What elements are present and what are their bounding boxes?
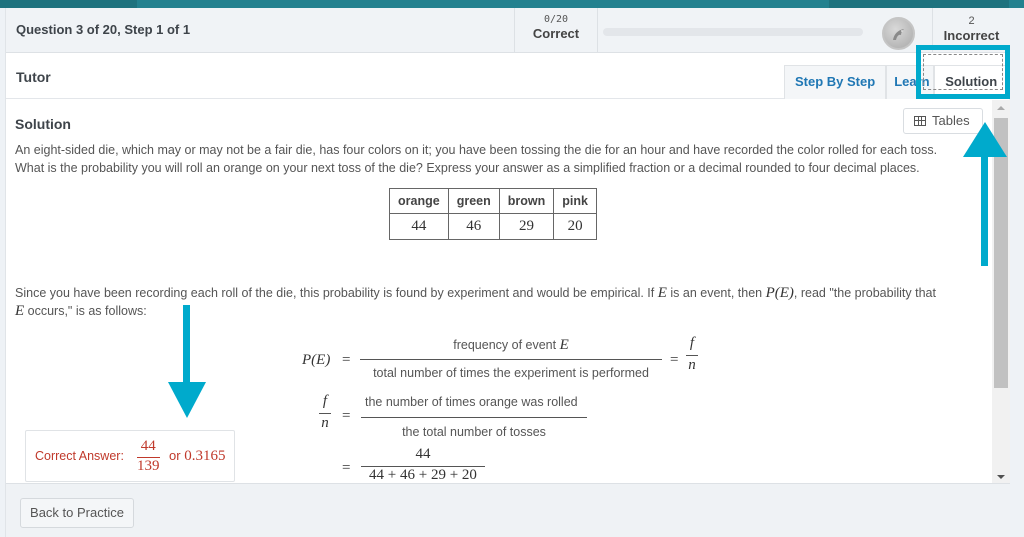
- solution-panel: Solution Tables An eight-sided die, which may or may not be a fair die, has four colors on it; you have been tossing the die for an hour and have recorded the color rolled for each toss. What is the probability you will roll an orange on your next toss of the die? Express your answer as a simplified fraction or a decimal rounded to four decimal places. orange green brown pink 44 46 29 20 Since you have been recording each roll of the die, this probability is found by experiment and would be empirical. If E is an event, then P(E), read "the probability that E occurs," is as follows: P(E) = frequency of event E total number of times the experiment is performed = f n f n = the number of times orange was rolled the total number of tosses = 44 44 + 46 + 29 + 20 Correct Answer: 44 139 or 0.3165: [6, 100, 992, 483]
- top-accent-bar: [0, 0, 1024, 8]
- progress-bar: [603, 28, 863, 36]
- table-cell-orange: 44: [390, 214, 449, 240]
- solution-tab-highlight: [916, 45, 1010, 99]
- table-cell-green: 46: [448, 214, 499, 240]
- practice-frame: [5, 8, 1009, 537]
- solution-title: Solution: [15, 116, 71, 132]
- correct-answer-decimal: or 0.3165: [169, 448, 226, 464]
- back-to-practice-button[interactable]: Back to Practice: [20, 498, 134, 528]
- tutor-title: Tutor: [16, 69, 51, 85]
- incorrect-count: 2: [968, 15, 975, 27]
- up-arrow-annotation-icon: [960, 120, 1010, 270]
- incorrect-label: Incorrect: [943, 28, 1000, 43]
- correct-counter: [514, 8, 598, 53]
- table-header-green: green: [448, 189, 499, 214]
- correct-answer-fraction: 44 139: [137, 438, 160, 474]
- problem-line-2: What is the probability you will roll an orange on your next toss of the die? Express your answer as a simplified fraction or a decimal rounded to four decimal places.: [15, 161, 920, 175]
- scroll-up-arrow-icon[interactable]: [997, 106, 1005, 110]
- table-cell-brown: 29: [499, 214, 554, 240]
- correct-count: 0/20: [543, 14, 569, 25]
- correct-answer-box: [25, 430, 235, 482]
- correct-answer-label: Correct Answer:: [35, 449, 124, 463]
- color-frequency-table: [389, 188, 597, 240]
- tables-button-label: Tables: [932, 113, 970, 128]
- table-icon: [914, 116, 926, 126]
- tab-step-by-step[interactable]: Step By Step: [784, 65, 886, 99]
- tab-learn[interactable]: Learn: [886, 65, 934, 99]
- correct-label: Correct: [532, 26, 580, 41]
- table-cell-pink: 20: [554, 214, 597, 240]
- footer-bar: [6, 483, 1010, 537]
- eagle-medal-icon: [882, 17, 915, 50]
- table-header-orange: orange: [390, 189, 449, 214]
- table-header-brown: brown: [499, 189, 554, 214]
- explanation-text: Since you have been recording each roll of the die, this probability is found by experiment and would be empirical. If E is an event, then P(E), read "the probability that E occurs," is as follows:: [15, 285, 936, 319]
- question-header: [6, 8, 1010, 53]
- problem-statement: [15, 141, 985, 177]
- tab-solution[interactable]: Solution: [934, 65, 1006, 99]
- table-header-pink: pink: [554, 189, 597, 214]
- problem-line-1: An eight-sided die, which may or may not be a fair die, has four colors on it; you have been tossing the die for an hour and have recorded the color rolled for each toss.: [15, 143, 938, 157]
- question-label: Question 3 of 20, Step 1 of 1: [16, 22, 191, 37]
- scroll-down-arrow-icon[interactable]: [997, 475, 1005, 479]
- tutor-bar: [6, 54, 1010, 99]
- down-arrow-annotation-icon: [165, 305, 209, 420]
